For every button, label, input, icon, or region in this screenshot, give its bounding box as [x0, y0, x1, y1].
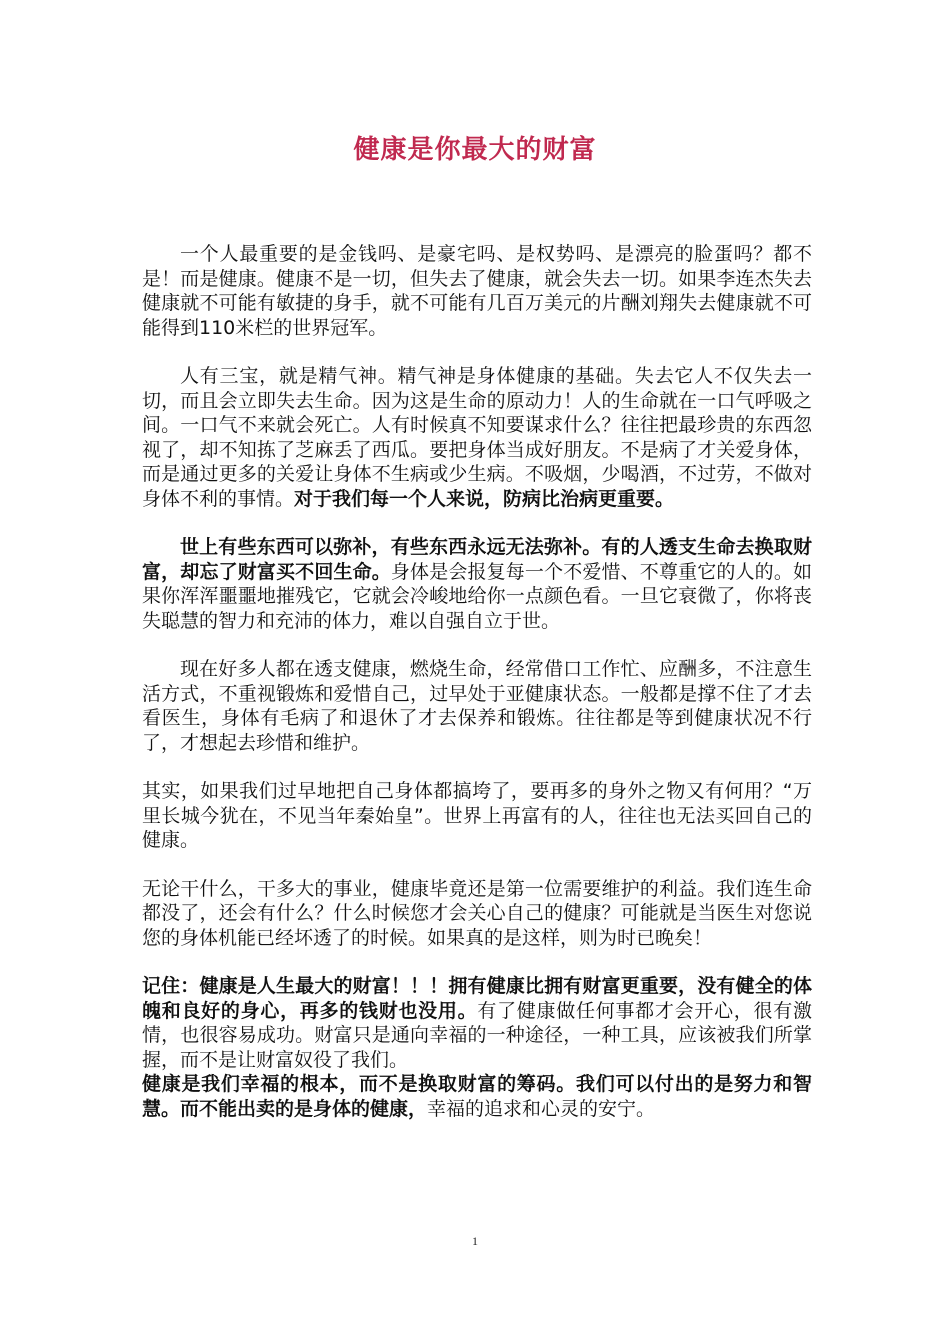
- paragraph: [142, 877, 812, 951]
- paragraph: [142, 1072, 812, 1121]
- paragraph: [142, 242, 812, 340]
- text-run: 其实，如果我们过早地把自己身体都搞垮了，要再多的身外之物又有何用？“万里长城今犹在，不见当年秦始皇”。世界上再富有的人，往往也无法买回自己的健康。: [142, 780, 812, 851]
- document-body: [142, 242, 812, 1145]
- bold-text-run: 健康是我们幸福的根本，而不是换取财富的筹码。我们可以付出的是努力和智慧。而不能出卖的是身体的健康，: [142, 1073, 812, 1120]
- bold-text-run: 记住：健康是人生最大的财富！！！拥有健康比拥有财富更重要，没有健全的体魄和良好的身心，再多的钱财也没用。: [142, 975, 812, 1022]
- paragraph: [142, 779, 812, 853]
- text-run: 有了健康做任何事都才会开心，很有激情，也很容易成功。财富只是通向幸福的一种途径，一种工具，应该被我们所掌握，而不是让财富奴役了我们。: [142, 999, 812, 1071]
- bold-text-run: 世上有些东西可以弥补，有些东西永远无法弥补。有的人透支生命去换取财富，却忘了财富买不回生命。: [142, 536, 812, 583]
- paragraph: [142, 364, 812, 511]
- page-number: 1: [472, 1234, 478, 1248]
- paragraph: [142, 657, 812, 755]
- page-title: 健康是你最大的财富: [353, 135, 597, 165]
- text-run: 现在好多人都在透支健康，燃烧生命，经常借口工作忙、应酬多，不注意生活方式，不重视锻炼和爱惜自己，过早处于亚健康状态。一般都是撑不住了才去看医生，身体有毛病了和退休了才去保养和锻炼。往往都是等到健康状况不行了，才想起去珍惜和维护。: [142, 658, 812, 754]
- paragraph: [142, 974, 812, 1072]
- text-run: 一个人最重要的是金钱吗、是豪宅吗、是权势吗、是漂亮的脸蛋吗？都不是！而是健康。健康不是一切，但失去了健康，就会失去一切。如果李连杰失去健康就不可能有敏捷的身手，就不可能有几百万美元的片酬刘翔失去健康就不可能得到110米栏的世界冠军。: [142, 243, 812, 339]
- paragraph: [142, 535, 812, 633]
- text-run: 幸福的追求和心灵的安宁。: [427, 1097, 656, 1120]
- bold-text-run: 对于我们每一个人来说，防病比治病更重要。: [294, 487, 675, 510]
- text-run: 身体是会报复每一个不爱惜、不尊重它的人的。如果你浑浑噩噩地摧残它，它就会冷峻地给你一点颜色看。一旦它衰微了，你将丧失聪慧的智力和充沛的体力，难以自强自立于世。: [142, 560, 812, 632]
- text-run: 无论干什么，干多大的事业，健康毕竟还是第一位需要维护的利益。我们连生命都没了，还会有什么？什么时候您才会关心自己的健康？可能就是当医生对您说您的身体机能已经坏透了的时候。如果真的是这样，则为时已晚矣！: [142, 877, 812, 949]
- text-run: 人有三宝，就是精气神。精气神是身体健康的基础。失去它人不仅失去一切，而且会立即失去生命。因为这是生命的原动力！人的生命就在一口气呼吸之间。一口气不来就会死亡。人有时候真不知要谋求什么？往往把最珍贵的东西忽视了，却不知拣了芝麻丢了西瓜。要把身体当成好朋友。不是病了才关爱身体，而是通过更多的关爱让身体不生病或少生病。不吸烟，少喝酒，不过劳，不做对身体不利的事情。: [142, 365, 812, 510]
